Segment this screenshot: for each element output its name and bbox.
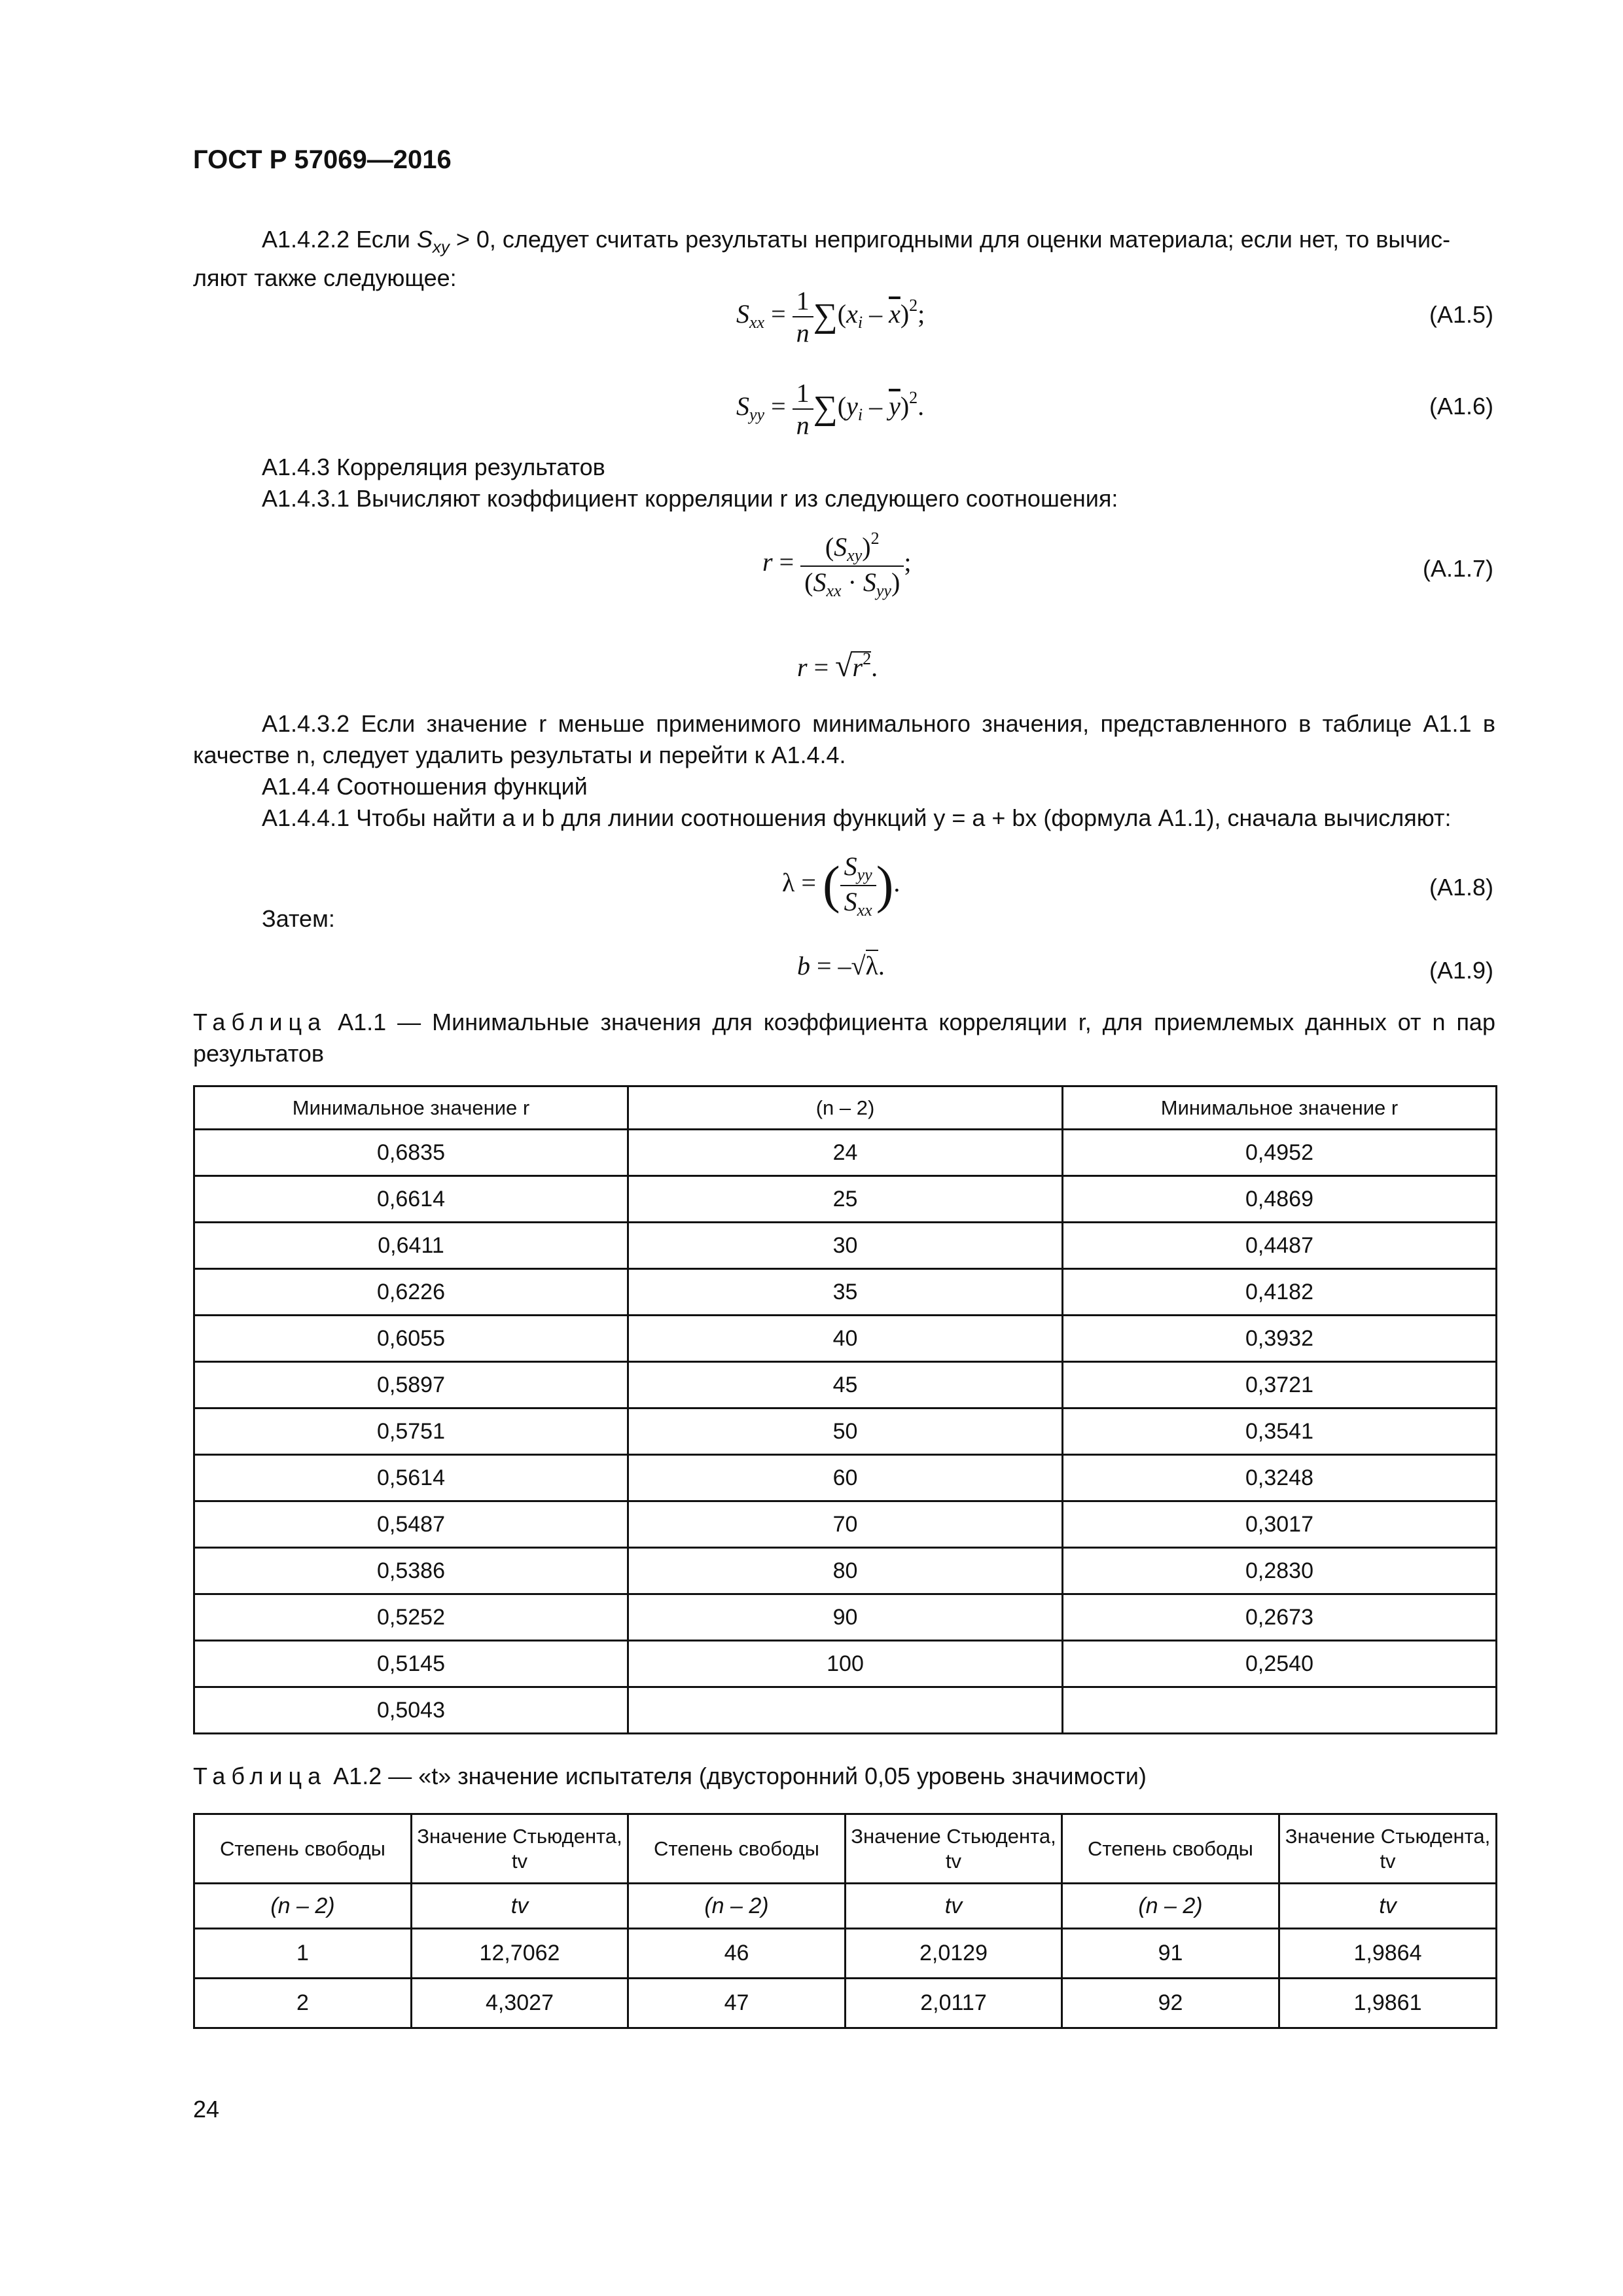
header-min-r-2: Минимальное значение r [1063, 1086, 1497, 1130]
caption-text: А1.1 — Минимальные значения для коэффициента корреляции r, для приемлемых данных от n пар результатов [193, 1009, 1495, 1067]
paragraph-a1-4-2-2 [193, 224, 1495, 294]
table-cell: 0,3932 [1063, 1316, 1497, 1362]
table-cell: 0,5897 [194, 1362, 628, 1408]
table-cell: 2,0129 [846, 1929, 1062, 1979]
table-row [194, 1130, 1497, 1176]
formula-syy: $S_{yy}$ = $\frac{1}{n}$ $\sum(y_i - \overline{y})^2$. [736, 378, 925, 440]
subheader-n-minus-2: (n – 2) [1062, 1884, 1279, 1929]
header-min-r-1: Минимальное значение r [194, 1086, 628, 1130]
table-row [194, 1594, 1497, 1641]
table-cell [628, 1687, 1063, 1734]
header-student-value: Значение Стьюдента, tv [846, 1814, 1062, 1884]
table-subheader-row [194, 1884, 1497, 1929]
table-a1-2-body [194, 1929, 1497, 2028]
formula-lambda: λ = ( $\frac{S_{yy}}{S_{xx}}$ ). [782, 852, 901, 920]
table-cell: 0,3721 [1063, 1362, 1497, 1408]
table-cell: 12,7062 [412, 1929, 628, 1979]
table-cell: 30 [628, 1223, 1063, 1269]
table-cell: 0,3017 [1063, 1501, 1497, 1548]
header-degrees-of-freedom: Степень свободы [1062, 1814, 1279, 1884]
subheader-tv: tv [1279, 1884, 1497, 1929]
table-cell: 0,6835 [194, 1130, 628, 1176]
table-row [194, 1362, 1497, 1408]
table-a1-2 [193, 1813, 1497, 2029]
table-row [194, 1548, 1497, 1594]
table-cell: 70 [628, 1501, 1063, 1548]
paragraph-a1-4-3-2: А1.4.3.2 Если значение r меньше применимого минимального значения, представленного в таблице А1.1 в качестве n, следует удалить результаты и перейти к А1.4.4. [193, 710, 1495, 768]
table-cell: 0,5487 [194, 1501, 628, 1548]
header-degrees-of-freedom: Степень свободы [194, 1814, 412, 1884]
table-cell: 0,4182 [1063, 1269, 1497, 1316]
table-cell: 46 [628, 1929, 846, 1979]
table-cell: 0,2830 [1063, 1548, 1497, 1594]
symbol-s-subscript: xy [432, 237, 450, 257]
table-row [194, 1979, 1497, 2028]
table-row [194, 1316, 1497, 1362]
table-cell: 0,5145 [194, 1641, 628, 1687]
table-cell: 0,3541 [1063, 1408, 1497, 1455]
caption-word: Таблица [193, 1763, 327, 1789]
document-header: ГОСТ Р 57069—2016 [193, 145, 452, 174]
table-cell: 1,9864 [1279, 1929, 1497, 1979]
formula-r-root: $r = √r^2$. [797, 649, 878, 683]
table-cell [1063, 1687, 1497, 1734]
table-cell: 1,9861 [1279, 1979, 1497, 2028]
para-text-start: А1.4.2.2 Если [262, 226, 417, 253]
table-row [194, 1501, 1497, 1548]
subheader-n-minus-2: (n – 2) [194, 1884, 412, 1929]
table-cell: 50 [628, 1408, 1063, 1455]
table-cell: 0,6226 [194, 1269, 628, 1316]
symbol-s: S [416, 226, 433, 253]
equation-number-a1-8: (А1.8) [1429, 874, 1493, 901]
header-n-minus-2: (n – 2) [628, 1086, 1063, 1130]
table-cell: 0,4952 [1063, 1130, 1497, 1176]
table-cell: 35 [628, 1269, 1063, 1316]
formula-b: b = –√λ. [797, 951, 885, 980]
header-student-value: Значение Стьюдента, tv [412, 1814, 628, 1884]
table-a1-1-body [194, 1130, 1497, 1734]
table-cell: 0,6055 [194, 1316, 628, 1362]
paragraph-a1-4-4-1: А1.4.4.1 Чтобы найти a и b для линии соотношения функций y = a + bx (формула А1.1), сначала вычисляют: [262, 804, 1452, 831]
table-cell: 40 [628, 1316, 1063, 1362]
header-degrees-of-freedom: Степень свободы [628, 1814, 846, 1884]
table-header-row [194, 1814, 1497, 1884]
section-a1-4-4: А1.4.4 Соотношения функций [262, 773, 588, 800]
formula-r-squared: r = $\frac{(S_{xy})^2}{(S_{xx} \cdot S_{yy})}$ ; [762, 529, 912, 600]
table-cell: 25 [628, 1176, 1063, 1223]
table-cell: 0,2673 [1063, 1594, 1497, 1641]
table-row [194, 1408, 1497, 1455]
table-cell: 0,5043 [194, 1687, 628, 1734]
table-cell: 0,6411 [194, 1223, 628, 1269]
table-row [194, 1269, 1497, 1316]
equation-number-a1-7: (А.1.7) [1422, 555, 1493, 582]
table-cell: 92 [1062, 1979, 1279, 2028]
table-row [194, 1223, 1497, 1269]
header-student-value: Значение Стьюдента, tv [1279, 1814, 1497, 1884]
table-cell: 0,2540 [1063, 1641, 1497, 1687]
then-label: Затем: [262, 905, 335, 932]
para-text-end: > 0, следует считать результаты непригодными для оценки материала; если нет, то вычис-ляют также следующее: [193, 226, 1451, 291]
table-row [194, 1455, 1497, 1501]
table-a1-1 [193, 1085, 1497, 1734]
equation-number-a1-9: (А1.9) [1429, 957, 1493, 984]
table-cell: 0,4487 [1063, 1223, 1497, 1269]
paragraph-a1-4-3-1: А1.4.3.1 Вычисляют коэффициент корреляции r из следующего соотношения: [262, 485, 1118, 512]
caption-text: А1.2 — «t» значение испытателя (двусторонний 0,05 уровень значимости) [333, 1763, 1147, 1789]
table-cell: 0,5614 [194, 1455, 628, 1501]
table-cell: 0,5386 [194, 1548, 628, 1594]
table-cell: 47 [628, 1979, 846, 2028]
table-cell: 0,5252 [194, 1594, 628, 1641]
table-cell: 2,0117 [846, 1979, 1062, 2028]
table-cell: 100 [628, 1641, 1063, 1687]
table-row [194, 1176, 1497, 1223]
subheader-tv: tv [412, 1884, 628, 1929]
page-number: 24 [193, 2096, 220, 2123]
table-a1-2-caption [193, 1761, 1495, 1792]
table-cell: 1 [194, 1929, 412, 1979]
table-cell: 90 [628, 1594, 1063, 1641]
subheader-tv: tv [846, 1884, 1062, 1929]
table-header-row [194, 1086, 1497, 1130]
table-cell: 45 [628, 1362, 1063, 1408]
table-cell: 60 [628, 1455, 1063, 1501]
table-row [194, 1641, 1497, 1687]
table-cell: 24 [628, 1130, 1063, 1176]
caption-word: Таблица [193, 1009, 327, 1035]
table-row [194, 1929, 1497, 1979]
table-cell: 4,3027 [412, 1979, 628, 2028]
section-a1-4-3: А1.4.3 Корреляция результатов [262, 454, 605, 480]
table-cell: 80 [628, 1548, 1063, 1594]
equation-number-a1-6: (А1.6) [1429, 393, 1493, 420]
table-row [194, 1687, 1497, 1734]
table-cell: 0,6614 [194, 1176, 628, 1223]
equation-number-a1-5: (А1.5) [1429, 301, 1493, 328]
table-cell: 0,4869 [1063, 1176, 1497, 1223]
table-cell: 91 [1062, 1929, 1279, 1979]
subheader-n-minus-2: (n – 2) [628, 1884, 846, 1929]
table-cell: 0,5751 [194, 1408, 628, 1455]
table-a1-1-caption [193, 1007, 1495, 1069]
table-cell: 0,3248 [1063, 1455, 1497, 1501]
table-cell: 2 [194, 1979, 412, 2028]
formula-sxx: $S_{xx}$ = $\frac{1}{n}$ $\sum(x_i - \overline{x})^2$; [736, 286, 925, 348]
